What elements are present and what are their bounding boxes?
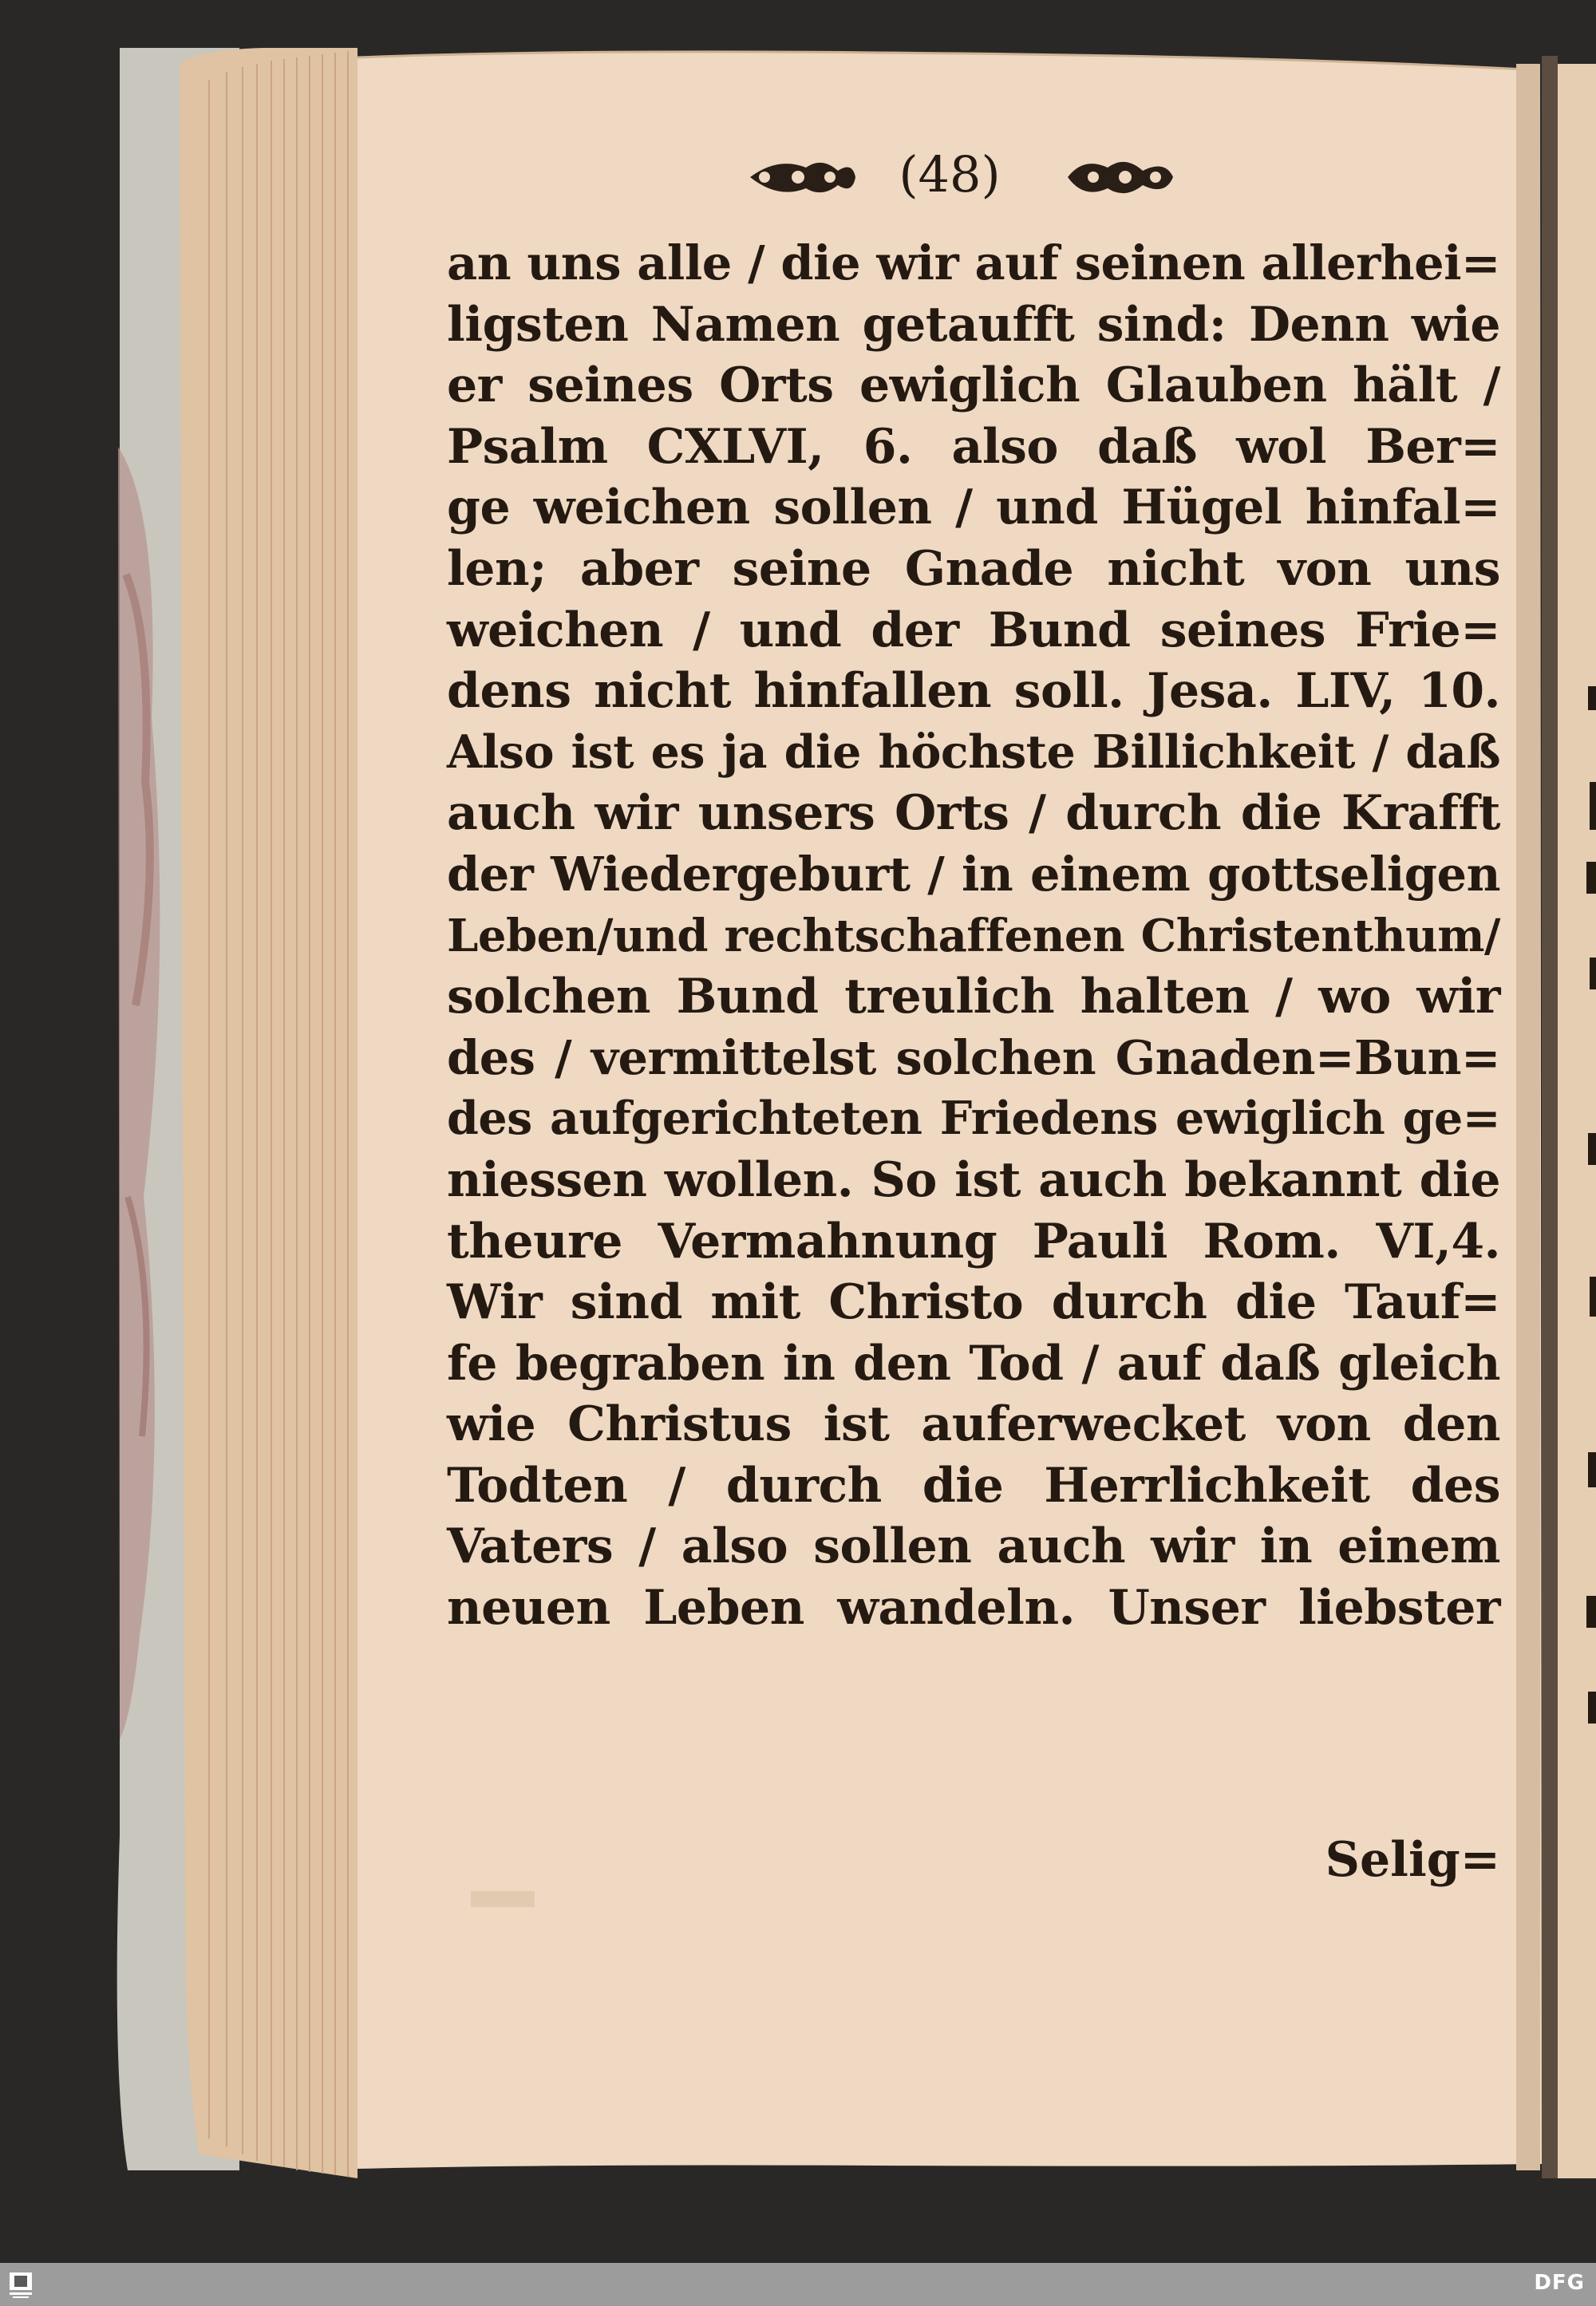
- text-line: Vaters / also sollen auch wir in einem: [447, 1518, 1500, 1575]
- page-stack: [180, 48, 358, 2178]
- catchword: Selig=: [1325, 1832, 1500, 1888]
- text-line: fe begraben in den Tod / auf daß gleich: [447, 1335, 1500, 1392]
- text-line: Todten / durch die Herrlichkeit des: [447, 1457, 1500, 1514]
- text-line: neuen Leben wandeln. Unser liebster: [447, 1580, 1500, 1637]
- text-line: dens nicht hinfallen soll. Jesa. LIV, 10.: [447, 663, 1500, 720]
- text-line: niessen wollen. So ist auch bekannt die: [447, 1151, 1500, 1208]
- gutter-shadow: [1516, 64, 1540, 2170]
- text-line: weichen / und der Bund seines Frie=: [447, 602, 1500, 658]
- text-line: ligsten Namen getaufft sind: Denn wie: [447, 296, 1500, 353]
- dfg-logo: DFG: [1534, 2271, 1585, 2295]
- text-line: Leben/und rechtschaffenen Christenthum/: [447, 909, 1500, 962]
- text-line: an uns alle / die wir auf seinen allerhei=: [447, 235, 1500, 290]
- text-line: solchen Bund treulich halten / wo wir: [447, 969, 1500, 1025]
- text-line: des / vermittelst solchen Gnaden=Bun=: [447, 1029, 1500, 1085]
- text-line: des aufgerichteten Friedens ewiglich ge=: [447, 1092, 1500, 1146]
- viewer-footer-bar: [0, 2263, 1596, 2306]
- text-line: theure Vermahnung Pauli Rom. VI,4.: [447, 1213, 1500, 1269]
- text-line: Also ist es ja die höchste Billichkeit / daß: [447, 725, 1500, 779]
- body-text: [447, 233, 1500, 1639]
- text-line: Psalm CXLVI, 6. also daß wol Ber=: [447, 418, 1500, 475]
- ornament-right: [1068, 162, 1173, 193]
- facing-page: [1558, 64, 1596, 2178]
- library-logo-icon: [6, 2271, 35, 2300]
- text-line: ge weichen sollen / und Hügel hinfal=: [447, 480, 1500, 536]
- page-number: (48): [899, 145, 1001, 203]
- text-line: len; aber seine Gnade nicht von uns: [447, 540, 1500, 597]
- text-line: auch wir unsers Orts / durch die Krafft: [447, 785, 1500, 842]
- text-line: er seines Orts ewiglich Glauben hält /: [447, 357, 1500, 414]
- text-line: wie Christus ist auferwecket von den: [447, 1396, 1500, 1453]
- text-line: Wir sind mit Christo durch die Tauf=: [447, 1274, 1500, 1331]
- text-line: der Wiedergeburt / in einem gottseligen: [447, 846, 1500, 902]
